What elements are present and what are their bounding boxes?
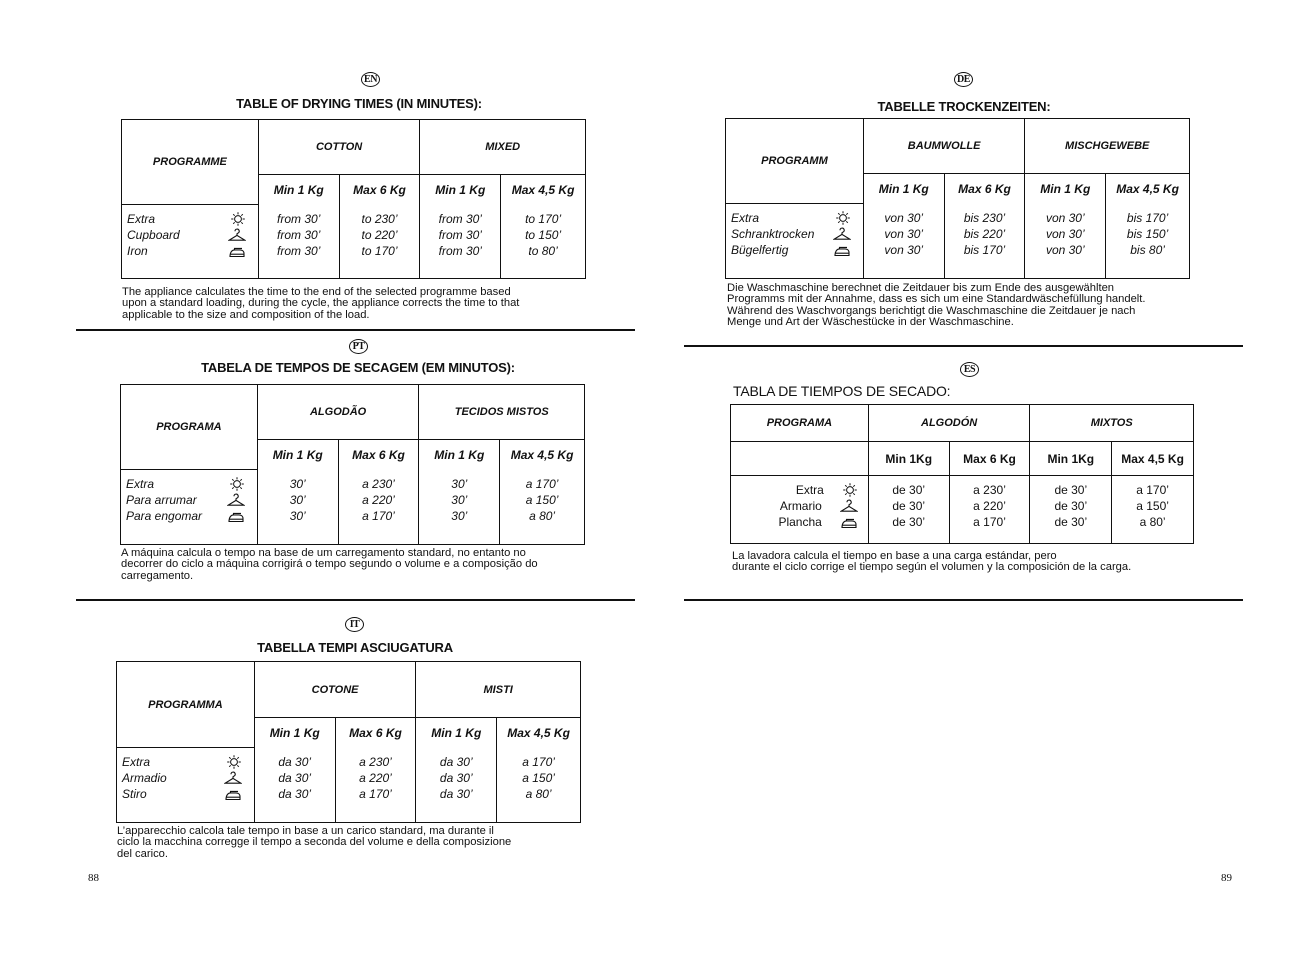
sub-header: Min 1 Kg (1025, 174, 1106, 204)
sub-header: Min 1 Kg (420, 175, 501, 205)
language-badge-de: DE (954, 72, 973, 87)
programme-list (121, 470, 258, 545)
header-programme: PROGRAMM (726, 119, 864, 204)
sub-header: Max 4,5 Kg (497, 718, 581, 748)
programme-label: Extra (127, 212, 156, 226)
sun-icon (230, 211, 246, 227)
sub-header: Max 6 Kg (949, 442, 1030, 476)
programme-label: Extra (126, 477, 155, 491)
value-cell: to 230’ to 220’ to 170’ (339, 205, 420, 279)
programme-label: Cupboard (127, 228, 180, 242)
hanger-icon (840, 498, 858, 514)
sun-icon (842, 482, 858, 498)
language-badge-es: ES (960, 362, 979, 377)
drying-table-it (116, 661, 581, 823)
programme-row (126, 492, 257, 508)
value-cell: a 230’ a 220’ a 170’ (949, 476, 1030, 544)
programme-row (736, 498, 858, 514)
value-cell: 30’ 30’ 30’ (419, 470, 500, 545)
programme-label: Extra (122, 755, 151, 769)
sub-header: Min 1 Kg (258, 175, 339, 205)
sub-header: Min 1Kg (868, 442, 949, 476)
value-cell: de 30’ de 30’ de 30’ (1030, 476, 1112, 544)
programme-row (122, 770, 254, 786)
section-divider (76, 599, 635, 601)
page-number-left: 88 (88, 872, 99, 884)
value-cell: bis 170’ bis 150’ bis 80’ (1106, 204, 1190, 279)
header-programme: PROGRAMA (731, 405, 869, 442)
section-title-it: TABELLA TEMPI ASCIUGATURA (257, 640, 453, 655)
value-cell: von 30’ von 30’ von 30’ (1025, 204, 1106, 279)
header-cotton: COTONE (254, 662, 416, 718)
programme-row (736, 482, 858, 498)
programme-row (126, 508, 257, 524)
hanger-icon (833, 226, 851, 242)
programme-row (736, 514, 858, 530)
section-divider (684, 599, 1243, 601)
programme-label: Armario (779, 499, 822, 513)
header-programme: PROGRAMMA (117, 662, 255, 748)
header-cotton: BAUMWOLLE (863, 119, 1025, 174)
programme-label: Armadio (122, 771, 167, 785)
programme-label: Para arrumar (126, 493, 197, 507)
sun-icon (835, 210, 851, 226)
section-title-en: TABLE OF DRYING TIMES (IN MINUTES): (236, 96, 482, 111)
language-badge-it: IT (345, 617, 364, 632)
sub-header: Max 4,5 Kg (500, 440, 585, 470)
programme-row (731, 226, 863, 242)
section-title-es: TABLA DE TIEMPOS DE SECADO: (733, 383, 951, 399)
note-de: Die Waschmaschine berechnet die Zeitdauer bis zum Ende des ausgewählten Programms mit der Annahme, dass es sich um eine Standardwäschefüllung handelt. Während des Waschvorgangs berichtigt die Waschmaschine die Zeitdauer je nach Menge und Art der Wäschestücke in der Waschmaschine. (727, 282, 1146, 329)
page-number-right: 89 (1221, 872, 1232, 884)
header-programme: PROGRAMA (121, 385, 258, 470)
value-cell: da 30’ da 30’ da 30’ (254, 748, 335, 823)
note-pt: A máquina calcula o tempo na base de um carregamento standard, no entanto no decorrer do ciclo a máquina corrigirá o tempo segundo o volume e a composição do carregamento. (121, 547, 538, 582)
hanger-icon (228, 227, 246, 243)
iron-icon (228, 243, 246, 259)
programme-label: Extra (795, 483, 824, 497)
programme-label: Bügelfertig (731, 243, 789, 257)
programme-row (127, 211, 258, 227)
value-cell: from 30’ from 30’ from 30’ (420, 205, 501, 279)
value-cell: a 230’ a 220’ a 170’ (338, 470, 419, 545)
sub-header: Min 1Kg (1030, 442, 1112, 476)
hanger-icon (227, 492, 245, 508)
note-en: The appliance calculates the time to the end of the selected programme based upon a standard loading, during the cycle, the appliance corrects the time to that applicable to the size and composition of the load. (122, 286, 520, 321)
value-cell: a 170’ a 150’ a 80’ (1112, 476, 1194, 544)
header-programme: PROGRAMME (122, 120, 259, 205)
iron-icon (840, 514, 858, 530)
note-es: La lavadora calcula el tiempo en base a una carga estándar, pero durante el ciclo corrige el tiempo según el volumen y la composición de la carga. (732, 550, 1132, 574)
section-title-de: TABELLE TROCKENZEITEN: (877, 99, 1051, 114)
programme-label: Extra (731, 211, 760, 225)
programme-row (122, 786, 254, 802)
header-mixed: MISCHGEWEBE (1025, 119, 1190, 174)
value-cell: a 230’ a 220’ a 170’ (335, 748, 416, 823)
drying-table-en (121, 119, 586, 279)
drying-table-es (730, 404, 1194, 544)
drying-table-pt (120, 384, 585, 545)
header-mixed: TECIDOS MISTOS (419, 385, 585, 440)
programme-list (122, 205, 259, 279)
iron-icon (833, 242, 851, 258)
sub-header: Min 1 Kg (257, 440, 338, 470)
programme-list (731, 476, 869, 544)
programme-list (726, 204, 864, 279)
programme-label: Plancha (778, 515, 822, 529)
section-divider (684, 345, 1243, 347)
programme-label: Schranktrocken (731, 227, 815, 241)
value-cell: da 30’ da 30’ da 30’ (416, 748, 497, 823)
sun-icon (229, 476, 245, 492)
programme-list (117, 748, 255, 823)
sub-header: Min 1 Kg (254, 718, 335, 748)
language-badge-en: EN (361, 72, 380, 87)
programme-row (126, 476, 257, 492)
iron-icon (227, 508, 245, 524)
sun-icon (226, 754, 242, 770)
sub-header: Max 6 Kg (335, 718, 416, 748)
header-cotton: ALGODÃO (257, 385, 419, 440)
language-badge-pt: PT (349, 339, 368, 354)
drying-table-de (725, 118, 1190, 279)
section-divider (76, 329, 635, 331)
programme-row (731, 210, 863, 226)
value-cell: to 170’ to 150’ to 80’ (501, 205, 586, 279)
sub-header: Max 4,5 Kg (501, 175, 586, 205)
hanger-icon (224, 770, 242, 786)
value-cell: von 30’ von 30’ von 30’ (863, 204, 944, 279)
sub-header: Min 1 Kg (863, 174, 944, 204)
programme-row (127, 227, 258, 243)
header-mixed: MIXTOS (1030, 405, 1194, 442)
programme-row (127, 243, 258, 259)
value-cell: 30’ 30’ 30’ (257, 470, 338, 545)
value-cell: a 170’ a 150’ a 80’ (500, 470, 585, 545)
programme-row (122, 754, 254, 770)
programme-label: Para engomar (126, 509, 203, 523)
sub-header: Min 1 Kg (416, 718, 497, 748)
programme-label: Stiro (122, 787, 147, 801)
iron-icon (224, 786, 242, 802)
section-title-pt: TABELA DE TEMPOS DE SECAGEM (EM MINUTOS): (201, 360, 515, 375)
sub-header: Max 6 Kg (338, 440, 419, 470)
value-cell: bis 230’ bis 220’ bis 170’ (944, 204, 1025, 279)
programme-row (731, 242, 863, 258)
value-cell: de 30’ de 30’ de 30’ (868, 476, 949, 544)
sub-header: Max 4,5 Kg (1112, 442, 1194, 476)
header-mixed: MISTI (416, 662, 581, 718)
sub-header: Max 6 Kg (944, 174, 1025, 204)
value-cell: a 170’ a 150’ a 80’ (497, 748, 581, 823)
sub-header: Max 4,5 Kg (1106, 174, 1190, 204)
programme-label: Iron (127, 244, 148, 258)
empty-cell (731, 442, 869, 476)
sub-header: Max 6 Kg (339, 175, 420, 205)
sub-header: Min 1 Kg (419, 440, 500, 470)
note-it: L’apparecchio calcola tale tempo in base a un carico standard, ma durante il ciclo la macchina corregge il tempo a seconda del volume e della composizione del carico. (117, 825, 512, 860)
header-cotton: ALGODÓN (868, 405, 1030, 442)
value-cell: from 30’ from 30’ from 30’ (258, 205, 339, 279)
header-mixed: MIXED (420, 120, 586, 175)
header-cotton: COTTON (258, 120, 420, 175)
